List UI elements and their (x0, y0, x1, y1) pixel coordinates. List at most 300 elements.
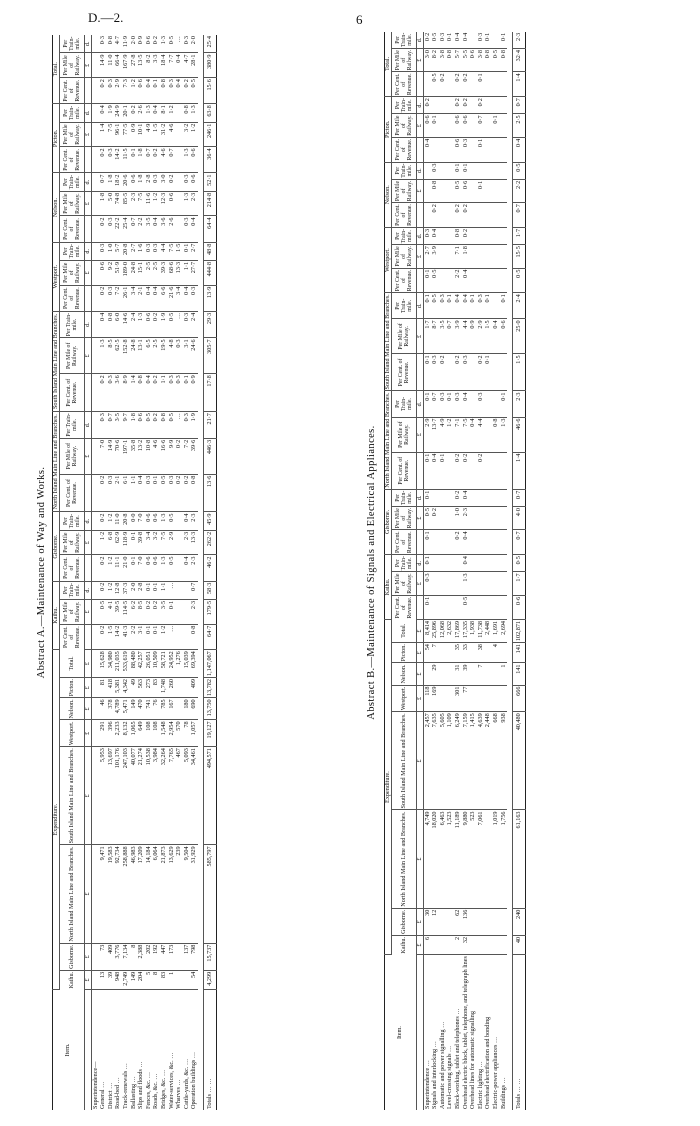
table-cell: 0·2 (423, 32, 431, 49)
table-cell: 7,061 (477, 810, 485, 908)
totals-cell: 63·8 (204, 104, 217, 122)
totals-cell: 1·4 (513, 452, 526, 489)
table-cell: 0·8 (160, 78, 168, 104)
table-cell: 92,734 (115, 845, 123, 943)
unit-label: £ (416, 417, 423, 452)
table-cell (469, 530, 477, 555)
table-cell: 33 (462, 643, 470, 663)
unit-label: £ (84, 747, 91, 845)
unit-label: d. (416, 293, 423, 319)
totals-cell: 1·4 (513, 72, 526, 97)
totals-cell: 13,750 (204, 698, 217, 720)
table-cell (492, 179, 500, 202)
ratio-column-header: Per Cent. of Revenue. (60, 555, 85, 581)
table-cell: 74·8 (115, 191, 123, 216)
table-cell: 2·5 (153, 260, 161, 285)
table-cell: 4·6 (153, 438, 161, 474)
table-cell: 2,749 (122, 970, 130, 989)
unit-label (416, 530, 423, 555)
unit-label: £ (84, 122, 91, 147)
table-cell: 1·2 (447, 417, 455, 452)
table-cell: 7·5 (107, 122, 115, 147)
totals-cell: 380·9 (204, 53, 217, 78)
table-cell: 78 (183, 720, 191, 747)
table-cell: 1·8 (130, 412, 138, 439)
totals-cell: 2·2 (513, 179, 526, 202)
table-cell: 0·1 (477, 179, 485, 202)
table-cell: 0·3 (183, 35, 191, 53)
unit-label: £ (84, 698, 91, 720)
row-item-label: Electric lighting … (476, 1061, 484, 1109)
table-cell: 1,415 (469, 712, 477, 810)
table-cell: 0·4 (175, 78, 183, 104)
table-cell: 11·9 (122, 35, 130, 53)
table-row (500, 32, 508, 1110)
table-cell: 85·5 (122, 191, 130, 216)
table-cell: 0·2 (130, 104, 138, 122)
table-cell: 2·3 (191, 191, 199, 216)
table-cell: 136 (462, 908, 470, 935)
section-header: Nelson. (53, 173, 60, 242)
ratio-column-header: Per Train-mile. (392, 227, 417, 244)
table-cell (492, 32, 500, 49)
table-cell (469, 97, 477, 114)
section-header: Picton. (385, 97, 392, 162)
table-cell: 114·5 (122, 599, 130, 624)
ratio-column-header: Per Train-mile. (392, 555, 417, 572)
table-cell: 8·2 (432, 49, 440, 72)
table-cell (175, 678, 183, 698)
ratio-column-header: Per Train-mile. (392, 293, 417, 319)
table-cell: 1,276 (175, 650, 183, 678)
unit-label: £ (416, 810, 423, 908)
table-cell (469, 935, 477, 954)
ratio-column-header: Per Cent. of Revenue. (392, 452, 417, 489)
table-cell (175, 122, 183, 147)
table-cell (485, 97, 493, 114)
table-cell: 18·2 (115, 173, 123, 191)
totals-cell: 141 (513, 663, 526, 685)
expenditure-header: Expenditure. (53, 650, 60, 990)
row-item-label: District … (106, 1082, 114, 1109)
table-cell: 8,132 (122, 720, 130, 747)
table-cell: 8·5 (137, 599, 145, 624)
table-cell: 1,057 (191, 720, 199, 747)
unit-label (416, 203, 423, 228)
table-cell: 0·2 (454, 489, 462, 506)
ratio-column-header: Per Train-mile. (392, 97, 417, 114)
table-cell (485, 685, 493, 712)
table-cell: 15,039 (183, 650, 191, 678)
ratio-column-header: Per Cent. of Revenue. (60, 374, 85, 412)
table-cell: 0·1 (168, 599, 176, 624)
table-cell: 0·2 (454, 203, 462, 228)
section-header: South Island Main Line and Branches. (384, 294, 391, 390)
table-cell: 0·1 (500, 391, 508, 417)
table-cell: 0·1 (469, 293, 477, 319)
table-cell (477, 595, 485, 619)
unit-label: £ (416, 712, 423, 810)
table-cell: 0·1 (423, 354, 431, 391)
table-row (432, 32, 440, 1110)
table-cell: 0·6 (191, 173, 199, 191)
ratio-column-header: Per Train-mile. (60, 104, 85, 122)
table-cell: 137 (183, 943, 191, 970)
table-cell: 2·3 (130, 191, 138, 216)
table-cell: 39 (107, 970, 115, 989)
table-cell: 6·8 (107, 530, 115, 555)
table-cell: 13·7 (432, 417, 440, 452)
table-cell (485, 935, 493, 954)
table-cell (469, 685, 477, 712)
table-cell: 1·2 (153, 191, 161, 216)
table-cell: 0·2 (432, 506, 440, 529)
table-row (454, 32, 462, 1110)
expenditure-column-header: Kaihu. (392, 935, 417, 954)
table-cell: 0·4 (153, 285, 161, 311)
expenditure-column-header: Picton. (392, 643, 417, 663)
table-cell: 6·0 (115, 311, 123, 338)
expenditure-column-header: Westport. (392, 685, 417, 712)
expenditure-column-header: Gisborne. (60, 943, 85, 970)
table-cell (175, 943, 183, 970)
table-cell: 2,632 (447, 619, 455, 642)
table-cell: 1·3 (160, 555, 168, 581)
table-cell (492, 452, 500, 489)
table-cell: 73 (100, 943, 108, 970)
table-cell: 0·6 (130, 173, 138, 191)
table-cell: 0·3 (183, 412, 191, 439)
table-cell (469, 137, 477, 162)
table-cell: 12·8 (115, 581, 123, 599)
table-cell: 0·6 (137, 78, 145, 104)
table-cell: 41·3 (122, 624, 130, 650)
table-cell (454, 572, 462, 595)
table-cell: 0·6 (500, 319, 508, 354)
table-cell: 1·1 (183, 260, 191, 285)
totals-cell: 2·5 (513, 114, 526, 137)
unit-label: £ (416, 619, 423, 642)
table-cell: 0·1 (153, 78, 161, 104)
table-cell (469, 227, 477, 244)
table-cell: 31,929 (191, 845, 199, 943)
table-cell (469, 506, 477, 529)
table-cell (477, 935, 485, 954)
table-cell (485, 595, 493, 619)
abstract-a-table (52, 35, 217, 1110)
table-cell (500, 489, 508, 506)
table-cell: 0·6 (153, 512, 161, 530)
table-cell: 0·4 (462, 268, 470, 293)
table-cell: 0·7 (145, 147, 153, 173)
table-cell: 27·7 (191, 260, 199, 285)
table-cell: 0·2 (153, 412, 161, 439)
unit-label: £ (84, 720, 91, 747)
table-cell: 37·3 (122, 581, 130, 599)
table-cell: 81 (100, 678, 108, 698)
totals-cell: 1,147,067 (204, 650, 217, 678)
table-cell: 3·4 (145, 530, 153, 555)
table-cell: 51·9 (115, 260, 123, 285)
table-cell: 3·3 (153, 53, 161, 78)
table-cell (500, 268, 508, 293)
table-cell (469, 203, 477, 228)
table-cell: 88,480 (130, 650, 138, 678)
table-cell: 2·0 (191, 35, 199, 53)
table-cell: 2·3 (191, 599, 199, 624)
table-cell: 0·7 (191, 581, 199, 599)
table-cell: 39 (462, 663, 470, 685)
table-cell: 0·8 (183, 104, 191, 122)
table-cell (500, 227, 508, 244)
totals-cell: 0·7 (513, 97, 526, 114)
ratio-column-header: Per Cent. of Revenue. (392, 203, 417, 228)
table-cell: 1·3 (462, 572, 470, 595)
table-cell: 1·3 (145, 104, 153, 122)
table-cell: 0·3 (477, 32, 485, 49)
table-cell (439, 162, 447, 179)
section-header: Total. (385, 32, 392, 97)
unit-label: £ (416, 572, 423, 595)
unit-label: d. (84, 35, 91, 53)
table-cell: 167·9 (122, 53, 130, 78)
ratio-column-header: Per Train-mile. (392, 32, 417, 49)
totals-cell: 25·0 (513, 319, 526, 354)
table-cell (432, 555, 440, 572)
table-cell: 0·7 (100, 173, 108, 191)
row-item-label: Signals and interlocking … (431, 1041, 439, 1109)
table-cell: 1·1 (130, 474, 138, 512)
abstract-b-table (384, 32, 526, 1110)
ratio-column-header: Per Mile of Railway. (60, 599, 85, 624)
table-cell: 3·5 (439, 319, 447, 354)
table-cell: 0·1 (130, 555, 138, 581)
table-cell: 0·5 (423, 506, 431, 529)
table-cell: 14,184 (145, 845, 153, 943)
table-cell (485, 391, 493, 417)
table-cell: 0·1 (432, 114, 440, 137)
table-cell: 19,583 (107, 845, 115, 943)
table-cell (175, 698, 183, 720)
table-cell: 0·2 (183, 78, 191, 104)
table-cell: 16·6 (160, 438, 168, 474)
table-cell (439, 935, 447, 954)
table-cell: 467 (175, 747, 183, 845)
table-cell: 31 (454, 663, 462, 685)
totals-cell: 0·4 (513, 137, 526, 162)
totals-cell: 52·1 (204, 173, 217, 191)
table-cell (469, 572, 477, 595)
table-cell (500, 530, 508, 555)
table-cell: 6·5 (145, 338, 153, 374)
expenditure-column-header: Nelson. (392, 663, 417, 685)
table-cell: 0·3 (168, 474, 176, 512)
table-cell (469, 114, 477, 137)
table-cell: 108 (145, 720, 153, 747)
table-cell (492, 97, 500, 114)
table-cell: 0·3 (100, 412, 108, 439)
table-cell: 2·8 (145, 173, 153, 191)
table-cell (485, 452, 493, 489)
table-cell: 4·4 (160, 242, 168, 260)
table-cell (439, 179, 447, 202)
table-cell: 0·4 (145, 78, 153, 104)
table-cell: 0·2 (153, 147, 161, 173)
table-cell: 0·9 (469, 319, 477, 354)
table-cell: 1,748 (160, 678, 168, 698)
table-cell: 0·4 (432, 227, 440, 244)
table-cell (439, 97, 447, 114)
table-cell: 7·5 (160, 530, 168, 555)
ratio-column-header: Per Mile of Railway. (60, 438, 85, 474)
table-cell (500, 245, 508, 268)
totals-cell: 4,299 (204, 970, 217, 989)
section-header: Nelson. (385, 162, 392, 227)
totals-cell: 46·6 (513, 417, 526, 452)
table-cell: 0·4 (454, 293, 462, 319)
table-cell: 39·6 (191, 438, 199, 474)
totals-cell: 0·5 (513, 268, 526, 293)
table-cell: 0·2 (175, 438, 183, 474)
table-cell (447, 572, 455, 595)
table-cell: 0·5 (432, 293, 440, 319)
row-item-label: General … (99, 1081, 107, 1109)
table-cell (500, 908, 508, 935)
table-cell: 0·3 (462, 354, 470, 391)
unit-label (84, 285, 91, 311)
abstract-a-title: Abstract A.—Maintenance of Way and Works. (36, 466, 47, 679)
table-cell: 12,068 (439, 619, 447, 642)
unit-label (84, 555, 91, 581)
totals-cell: 48·8 (204, 242, 217, 260)
row-item-label: Level-crossing signals … (446, 1045, 454, 1109)
table-cell (492, 506, 500, 529)
table-cell: 8·9 (122, 374, 130, 412)
table-cell: 0·8 (454, 227, 462, 244)
totals-cell: 1·5 (513, 354, 526, 391)
expenditure-column-header: Kaihu. (60, 970, 85, 989)
ratio-column-header: Per Train-mile. (60, 311, 85, 338)
table-cell: 8·2 (145, 53, 153, 78)
table-cell: 0·1 (439, 452, 447, 489)
row-item-label: Electric-power appliances … (491, 1036, 499, 1109)
table-cell: 7·2 (183, 438, 191, 474)
totals-label: Totals … … (513, 955, 526, 1110)
table-cell: 0·3 (439, 391, 447, 417)
table-cell: 0·4 (462, 293, 470, 319)
row-item-label: Water-services, &c. … (167, 1052, 175, 1109)
table-cell: 202 (145, 943, 153, 970)
table-cell: 83 (160, 970, 168, 989)
table-cell: 0·2 (462, 203, 470, 228)
table-cell: 0·4 (462, 391, 470, 417)
table-row (160, 35, 168, 1110)
table-cell (469, 663, 477, 685)
ratio-column-header: Per Cent. of Revenue. (60, 147, 85, 173)
table-cell: 0·8 (160, 412, 168, 439)
table-cell (469, 908, 477, 935)
table-cell: 0·1 (423, 452, 431, 489)
table-cell: 0·3 (183, 311, 191, 338)
table-cell: 76 (153, 698, 161, 720)
unit-label (84, 216, 91, 242)
table-cell: 2,694 (500, 619, 508, 642)
totals-cell: 21·7 (204, 412, 217, 439)
table-cell: 34,461 (191, 747, 199, 845)
totals-cell: 58·3 (204, 581, 217, 599)
table-cell: 0·3 (100, 242, 108, 260)
table-cell: 0·1 (500, 293, 508, 319)
table-cell: 169 (432, 685, 440, 712)
table-cell: 4·7 (115, 35, 123, 53)
table-cell: 2·0 (130, 35, 138, 53)
totals-cell: 246·1 (204, 122, 217, 147)
table-cell: 260 (168, 678, 176, 698)
table-cell: 0·6 (153, 555, 161, 581)
table-cell: 13 (100, 970, 108, 989)
unit-label: £ (84, 943, 91, 970)
table-cell: 2·2 (454, 268, 462, 293)
table-cell: 25·4 (122, 216, 130, 242)
table-cell: 247,103 (122, 747, 130, 845)
table-cell: 4·4 (477, 417, 485, 452)
unit-label: £ (416, 935, 423, 954)
table-cell: 54 (191, 970, 199, 989)
table-cell: … (175, 35, 183, 53)
unit-label (416, 268, 423, 293)
table-cell (432, 489, 440, 506)
table-cell: 0·2 (153, 599, 161, 624)
table-cell: 470 (137, 698, 145, 720)
table-cell: 0·2 (100, 216, 108, 242)
table-cell: 0·4 (462, 555, 470, 572)
table-cell: 1,523 (447, 810, 455, 908)
table-cell: 0·7 (168, 147, 176, 173)
table-cell: 1·2 (168, 104, 176, 122)
ratio-column-header: Per Mile of Railway. (392, 245, 417, 268)
table-cell: 21,274 (137, 747, 145, 845)
table-cell: 1·3 (183, 191, 191, 216)
ratio-column-header: Per Mile of Railway. (392, 506, 417, 529)
totals-cell: 32·4 (513, 49, 526, 72)
table-cell: 3·9 (454, 319, 462, 354)
totals-cell: 214·8 (204, 191, 217, 216)
table-cell: 24·8 (130, 260, 138, 285)
table-row (122, 35, 130, 1110)
table-cell (469, 245, 477, 268)
table-cell: 2·0 (130, 581, 138, 599)
table-cell: 3·4 (175, 285, 183, 311)
table-cell: 0·1 (485, 293, 493, 319)
table-cell: 4·8 (168, 338, 176, 374)
table-cell: 7·1 (454, 417, 462, 452)
totals-cell: 2·4 (513, 293, 526, 319)
table-cell: 0·3 (423, 572, 431, 595)
unit-label: d. (84, 412, 91, 439)
totals-cell: 40 (513, 935, 526, 954)
expenditure-column-header: Westport. (60, 720, 85, 747)
table-cell: 409 (107, 943, 115, 970)
table-cell (175, 555, 183, 581)
unit-label: d. (84, 512, 91, 530)
section-header: North Island Main Line and Branches. (384, 392, 391, 488)
table-cell (175, 173, 183, 191)
table-cell (439, 203, 447, 228)
table-cell (477, 572, 485, 595)
row-item-label: Automatic and power signalling … (438, 1021, 446, 1109)
table-cell: 3·9 (432, 245, 440, 268)
table-cell: 118 (423, 685, 431, 712)
